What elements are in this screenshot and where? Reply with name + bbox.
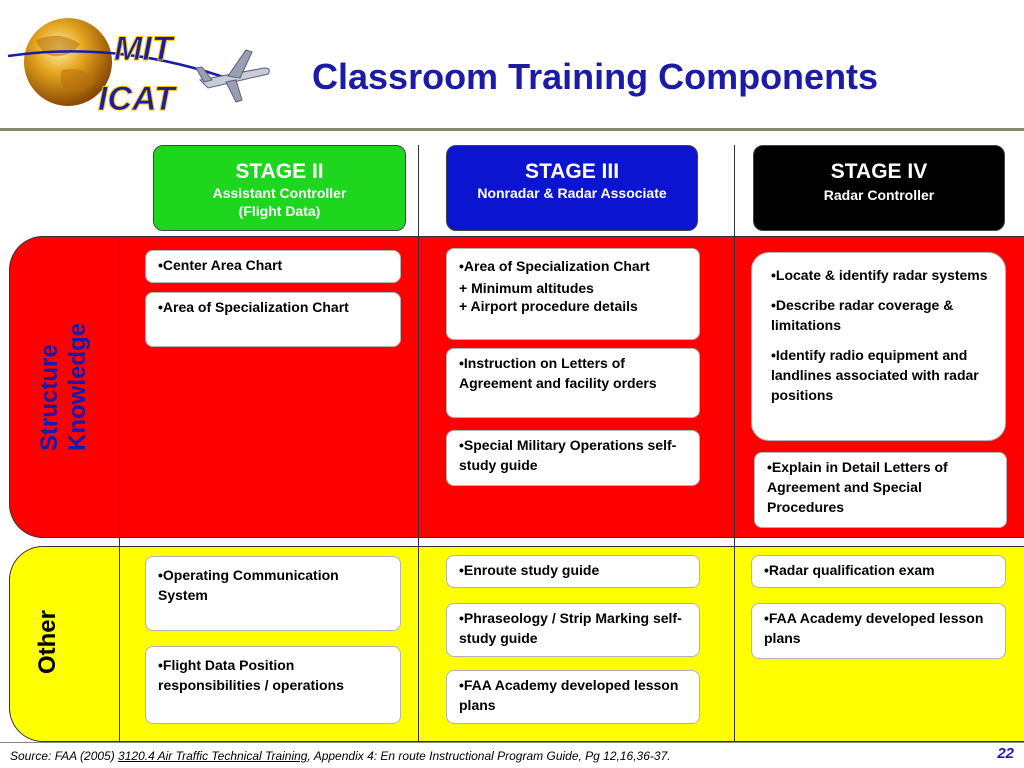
column-divider-2	[418, 145, 419, 742]
row-label-structure: Structure	[36, 344, 63, 451]
other-stage3-item-3: •FAA Academy developed lesson plans	[446, 670, 700, 724]
mit-icat-logo	[0, 0, 280, 120]
column-divider-1	[119, 236, 120, 742]
structure-stage3-item-2: •Instruction on Letters of Agreement and facility orders	[446, 348, 700, 418]
source-title-link[interactable]: 3120.4 Air Traffic Technical Training	[118, 749, 308, 763]
footer-divider	[0, 742, 1024, 743]
stage-2-header	[153, 145, 406, 231]
source-suffix: , Appendix 4: En route Instructional Program Guide, Pg 12,16,36-37.	[307, 749, 671, 763]
page-title: Classroom Training Components	[312, 56, 879, 97]
stage-2-name: STAGE II	[235, 160, 324, 183]
stage-2-subtitle-2: (Flight Data)	[238, 203, 321, 219]
structure-stage2-item-2: •Area of Specialization Chart	[145, 292, 401, 347]
stage-4-header	[753, 145, 1005, 231]
structure-stage3-item-1: •Area of Specialization Chart + Minimum altitudes + Airport procedure details	[446, 248, 700, 340]
other-stage4-item-1: •Radar qualification exam	[751, 555, 1006, 588]
structure-stage4-item-2: •Explain in Detail Letters of Agreement and Special Procedures	[754, 452, 1007, 528]
stage-4-subtitle-1: Radar Controller	[823, 187, 935, 203]
other-stage4-item-2: •FAA Academy developed lesson plans	[751, 603, 1006, 659]
row-label-knowledge: Knowledge	[64, 322, 91, 451]
stage-3-subtitle-1: Nonradar & Radar Associate	[477, 185, 667, 201]
other-stage3-item-2: •Phraseology / Strip Marking self-study guide	[446, 603, 700, 657]
row-label-structure-knowledge	[36, 322, 92, 451]
svg-text:MIT: MIT	[114, 30, 173, 68]
source-prefix: Source: FAA (2005)	[10, 749, 119, 763]
header-divider	[0, 128, 1024, 131]
page-number: 22	[997, 745, 1014, 762]
structure-stage4-list-item-1: •Locate & identify radar systems	[771, 267, 988, 283]
stage-2-subtitle-1: Assistant Controller	[212, 185, 347, 201]
structure-stage2-item-1: •Center Area Chart	[145, 250, 401, 283]
svg-text:ICAT: ICAT	[98, 80, 175, 118]
structure-stage3-item-3: •Special Military Operations self-study guide	[446, 430, 700, 486]
structure-stage4-list-item-3: •Identify radio equipment and landlines associated with radar positions	[771, 347, 979, 403]
column-divider-3	[734, 145, 735, 742]
other-stage3-item-1: •Enroute study guide	[446, 555, 700, 588]
other-stage2-item-2: •Flight Data Position responsibilities / operations	[145, 646, 401, 724]
source-citation	[10, 749, 671, 763]
airplane-icon	[196, 50, 269, 102]
structure-stage4-list	[751, 252, 1006, 441]
other-stage2-item-1: •Operating Communication System	[145, 556, 401, 631]
stage-3-header	[446, 145, 698, 231]
structure-stage4-list-item-2: •Describe radar coverage & limitations	[771, 297, 954, 333]
stage-3-name: STAGE III	[524, 160, 620, 183]
stage-4-name: STAGE IV	[830, 160, 928, 183]
row-label-other: Other	[34, 610, 61, 675]
